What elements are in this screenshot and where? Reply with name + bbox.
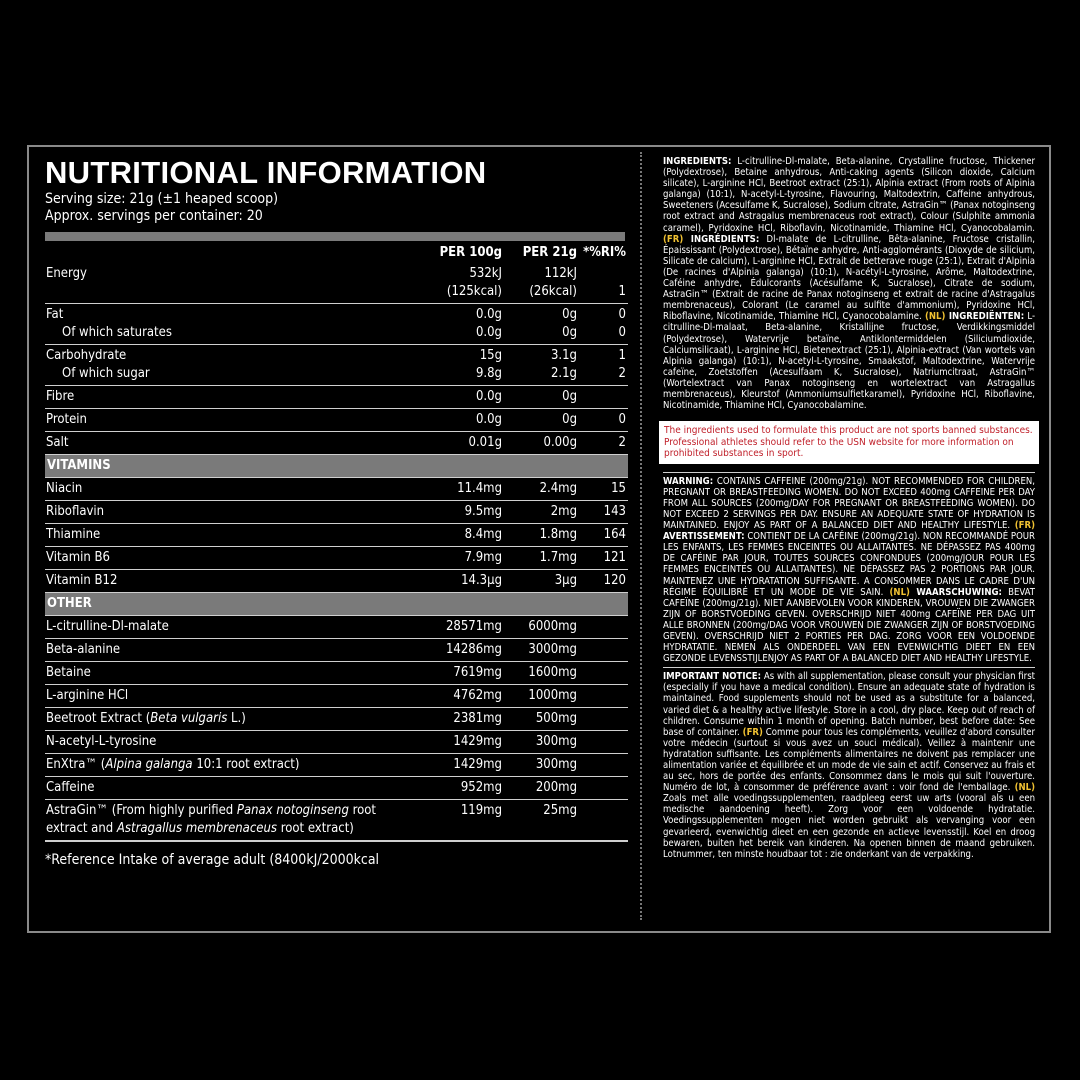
table-row: Vitamin B12 14.3µg 3µg 120 [45, 570, 628, 593]
nutrition-table [45, 241, 628, 842]
serving-size: Serving size: 21g (±1 heaped scoop) [45, 191, 279, 207]
table-row: Niacin 11.4mg 2.4mg 15 [45, 478, 628, 501]
fat-row: Fat Of which saturates 0.0g 0.0g 0g 0g 0 0 [45, 304, 628, 345]
column-divider [640, 152, 642, 920]
ingredients-text: INGREDIENTS: L-citrulline-Dl-malate, Beta-alanine, Crystalline fructose, Thickener (Polydextrose), Betaine anhydrous, Anti-caking agents (Silicon dioxide, Calcium silicate), L-arginine HCl, Beetroot extract (25:1), Alpinia extract (From roots of Alpinia galanga) (10:1), N-acetyl-L-tyrosine, Flavouring, Maltodextrin, Caffeine anhydrous, Sweeteners (Acesulfame K, Sucralose), Sodium citrate, AstraGin™ (Panax notoginseng root extract and Astragalus membrenaceus root extract), Colour (Sulphite ammonia caramel), Pyridoxine HCl, Riboflavin, Nicotinamide, Thiamine HCl, Cyanocobalamin. (FR) INGRÉDIENTS: Dl-malate de L-citrulline, Bêta-alanine, Fructose cristallin, Épaississant (Polydextrose), Bétaïne anhydre, Anti-agglomérants (Dioxyde de silicium, Silicate de calcium), L-arginine HCl, Extrait de betterave rouge (25:1), Extrait d'Alpinia (De racines d'Alpinia galanga) (10:1), N-acétyl-L-tyrosine, Arôme, Maltodextrine, Caféine anhydre, Édulcorants (Acésulfame K, Sucralose), Citrate de sodium, AstraGin™ (Extrait de racine de Panax notoginseng et extrait de racine d'Astragalus membrenaceus), Colorant (Le caramel au sulfite d'ammonium), Pyridoxine HCl, Riboflavine, Nicotinamide, Thiamine HCl, Cyanocobalamine. (NL) INGREDIËNTEN: L-citrulline-Dl-malaat, Beta-alanine, Kristallijne fructose, Verdikkingsmiddel (Polydextrose), Watervrije betaïne, Antiklontermiddelen (Siliciumdioxide, Calciumsilicaat), L-arginine HCl, Bietenextract (25:1), Alpinia-extract (Van wortels van Alpinia galanga) (10:1), N-acetyl-L-tyrosine, Smaakstof, Maltodextrine, Watervrije cafeïne, Zoetstoffen (Acesulfaam K, Sucralose), Natriumcitraat, AstraGin™ (Wortelextract van Panax notoginseng en wortelextract van Astragallus membrenaceus), Kleurstof (Ammoniumsulfietkaramel), Pyridoxine HCl, Riboflavine, Nicotinamide, Thiamine HCl, Cyanocobalamine. [663, 156, 1036, 412]
table-row: EnXtra™ (Alpina galanga 10:1 root extract) 1429mg 300mg [45, 754, 628, 777]
ingredients-section [663, 156, 1035, 860]
table-row: N-acetyl-L-tyrosine 1429mg 300mg [45, 731, 628, 754]
table-row: Vitamin B6 7.9mg 1.7mg 121 [45, 547, 628, 570]
header-bar [45, 232, 625, 241]
table-row: Riboflavin 9.5mg 2mg 143 [45, 501, 628, 524]
table-row: L-citrulline-Dl-malate 28571mg 6000mg [45, 616, 628, 639]
table-row: AstraGin™ (From highly purified Panax notoginseng root extract and Astragallus membrenaceus root extract) 119mg 25mg [45, 800, 628, 842]
table-row: Thiamine 8.4mg 1.8mg 164 [45, 524, 628, 547]
col-per100: PER 100g [439, 244, 502, 260]
servings-per-container: Approx. servings per container: 20 [45, 208, 263, 224]
table-row: Beta-alanine 14286mg 3000mg [45, 639, 628, 662]
table-row: Caffeine 952mg 200mg [45, 777, 628, 800]
divider [663, 667, 1035, 668]
column-header-row [45, 241, 628, 263]
banned-substances-notice: The ingredients used to formulate this product are not sports banned substances. Professional athletes should refer to the USN website for more information on prohibited substances in sport. [659, 421, 1039, 464]
divider [663, 472, 1035, 473]
other-section-header: OTHER [45, 593, 628, 616]
table-row: Salt 0.01g 0.00g 2 [45, 432, 628, 455]
warning-text: WARNING: CONTAINS CAFFEINE (200mg/21g). NOT RECOMMENDED FOR CHILDREN, PREGNANT OR BREASTFEEDING WOMEN. DO NOT EXCEED 400mg CAFFEINE PER DAY FROM ALL SOURCES (200mg/DAY FOR PREGNANT OR BREASTFEEDING WOMEN). DO NOT EXCEED 2 SERVINGS PER DAY. ENSURE AN ADEQUATE STATE OF HYDRATION IS MAINTAINED. ENJOY AS PART OF A BALANCED DIET AND HEALTHY LIFESTYLE. (FR) AVERTISSEMENT: CONTIENT DE LA CAFÉINE (200mg/21g). NON RECOMMANDÉ POUR LES ENFANTS, LES FEMMES ENCEINTES OU ALLAITANTES. NE DÉPASSEZ PAS 400mg DE CAFÉINE PAR JOUR, TOUTES SOURCES CONFONDUES (200mg/JOUR POUR LES FEMMES ENCEINTES OU ALLAITANTES). NE DÉPASSEZ PAS 2 PORTIONS PAR JOUR. MAINTENEZ UNE HYDRATATION SUFFISANTE. A CONSOMMER DANS LE CADRE D'UN RÉGIME ÉQUILIBRÉ ET UN MODE DE VIE SAIN. (NL) WAARSCHUWING: BEVAT CAFEÏNE (200mg/21g). NIET AANBEVOLEN VOOR KINDEREN, VROUWEN DIE ZWANGER ZIJN OF BORSTVOEDING GEVEN. OVERSCHRIJD NIET 400mg CAFEÏNE PER DAG UIT ALLE BRONNEN (200mg/DAG VOOR VROUWEN DIE ZWANGER ZIJN OF BORSTVOEDING GEVEN). OVERSCHRIJD NIET 2 PORTIES PER DAG. ZORG VOOR EEN VOLDOENDE HYDRATATIE. NEMEN ALS ONDERDEEL VAN EEN EVENWICHTIG DIEET EN EEN GEZONDE LEVENSSTIJLENJOY AS PART OF A BALANCED DIET AND HEALTHY LIFESTYLE. [663, 475, 1035, 665]
table-row: Beetroot Extract (Beta vulgaris L.) 2381mg 500mg [45, 708, 628, 731]
important-notice-text: IMPORTANT NOTICE: As with all supplementation, please consult your physician first (especially if you have a medical condition). Ensure an adequate state of hydration is maintained. Food supplements should not be used as a substitute for a balanced, varied diet & a healthy active lifestyle. Store in a cool, dry place. Keep out of reach of children. Consume within 1 month of opening. Batch number, best before date: See base of container. (FR) Comme pour tous les compléments, veuillez d'abord consulter votre médecin (surtout si vous avez un souci médical). Veillez à maintenir une hydratation suffisante. Les compléments alimentaires ne doivent pas remplacer une alimentation variée et équilibrée et un mode de vie sain et actif. Conservez au frais et au sec, hors de portée des enfants. Consommez dans le mois qui suit l'ouverture. Numéro de lot, à consommer de préférence avant : voir fond de l'emballage. (NL) Zoals met alle voedingssupplementen, raadpleeg eerst uw arts (vooral als u een medische aandoening heeft). Zorg voor een voldoende hydratatie. Voedingssupplementen mogen niet worden gebruikt als vervanging voor een gevarieerd, evenwichtig dieet en een gezonde en actieve levensstijl. Koel en droog bewaren, buiten het bereik van kinderen. Na openen binnen de maand gebruiken. Lotnummer, ten minste houdbaar tot : zie onderkant van de verpakking. [663, 671, 1035, 860]
nutrition-title: NUTRITIONAL INFORMATION [45, 155, 487, 190]
carbohydrate-row: Carbohydrate Of which sugar 15g 9.8g 3.1g 2.1g 1 2 [45, 345, 628, 386]
reference-intake-footnote: *Reference Intake of average adult (8400kJ/2000kcal [45, 852, 380, 868]
table-row: Fibre 0.0g 0g [45, 386, 628, 409]
table-row: Betaine 7619mg 1600mg [45, 662, 628, 685]
col-per21: PER 21g [522, 244, 577, 260]
col-ri: *%RI% [583, 244, 626, 260]
table-row: L-arginine HCl 4762mg 1000mg [45, 685, 628, 708]
energy-row: Energy 532kJ (125kcal) 112kJ (26kcal) 1 [45, 263, 628, 304]
table-row: Protein 0.0g 0g 0 [45, 409, 628, 432]
nutrition-section [45, 155, 625, 868]
vitamins-section-header: VITAMINS [45, 455, 628, 478]
